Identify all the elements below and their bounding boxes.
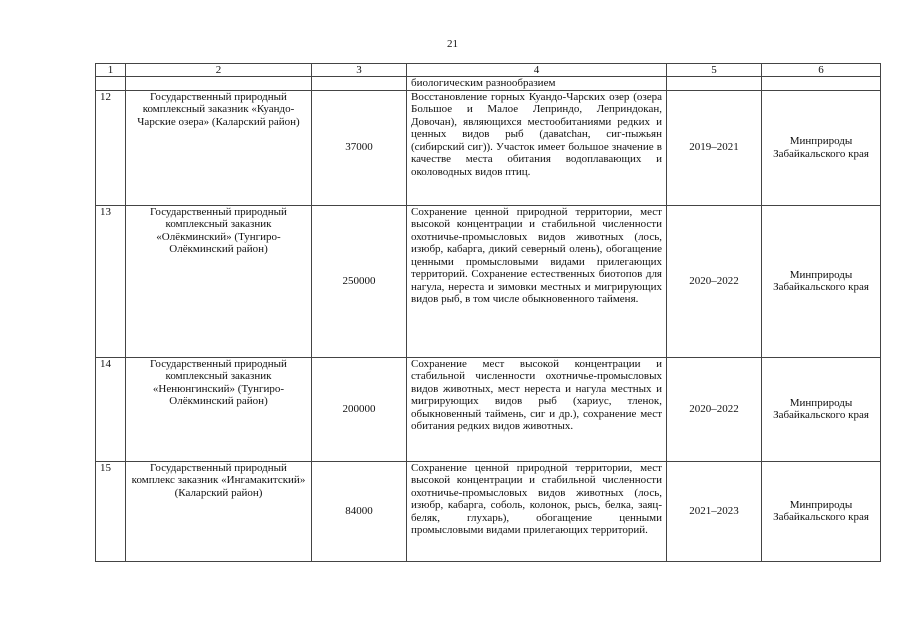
responsible-authority: Минприроды Забайкальского края (762, 357, 881, 461)
reserve-name: Государственный природный комплексный заказник «Ненюнгинский» (Тунгиро-Олёкминский район) (126, 357, 312, 461)
responsible-authority: Минприроды Забайкальского края (762, 205, 881, 357)
reserve-name: Государственный природный комплексный заказник «Куандо-Чарские озера» (Каларский район) (126, 90, 312, 205)
period-value: 2021–2023 (667, 461, 762, 561)
table-row (96, 357, 881, 461)
page-number: 21 (447, 38, 458, 50)
row-number: 13 (96, 205, 126, 357)
period-value: 2019–2021 (667, 90, 762, 205)
table-row (96, 90, 881, 205)
column-header: 6 (762, 64, 881, 77)
table-row (96, 461, 881, 561)
column-header: 2 (126, 64, 312, 77)
area-value: 37000 (312, 90, 407, 205)
column-header: 1 (96, 64, 126, 77)
period-value: 2020–2022 (667, 357, 762, 461)
column-header: 3 (312, 64, 407, 77)
responsible-authority: Минприроды Забайкальского края (762, 461, 881, 561)
row-number: 14 (96, 357, 126, 461)
area-value: 200000 (312, 357, 407, 461)
reserve-name: Государственный природный комплекс заказник «Ингамакитский» (Каларский район) (126, 461, 312, 561)
area-value: 84000 (312, 461, 407, 561)
period-value: 2020–2022 (667, 205, 762, 357)
table-row (96, 205, 881, 357)
column-header: 5 (667, 64, 762, 77)
row-number: 15 (96, 461, 126, 561)
column-header: 4 (407, 64, 667, 77)
responsible-authority: Минприроды Забайкальского края (762, 90, 881, 205)
reserve-description: Сохранение ценной природной территории, мест высокой концентрации и стабильной численности охотничье-промысловых видов животных (лось, изюбр, кабарга, соболь, колонок, рысь, белка, заяц-беляк, глухарь), обогащение ценными промысловыми видами прилегающих территорий. (407, 461, 667, 561)
header-row (96, 64, 881, 77)
continuation-row (96, 77, 881, 91)
reserve-name: Государственный природный комплексный заказник «Олёкминский» (Тунгиро-Олёкминский район) (126, 205, 312, 357)
reserve-description: Сохранение мест высокой концентрации и стабильной численности охотничье-промысловых видов животных, мест нереста и нагула местных и мигрирующих видов рыб (хариус, тленок, обыкновенный таймень, сиг и др.), сохранение мест обитания редких видов животных. (407, 357, 667, 461)
reserve-description: Восстановление горных Куандо-Чарских озер (озера Большое и Малое Леприндо, Леприндокан, Довочан), являющихся местообитаниями редких и ценных видов рыб (давatchан, сиг-пыжьян (сибирский сиг)). Участок имеет большое значение в качестве места обитания водоплавающих и околоводных видов птиц. (407, 90, 667, 205)
area-value: 250000 (312, 205, 407, 357)
document-table (95, 63, 881, 562)
row-number: 12 (96, 90, 126, 205)
reserve-description: Сохранение ценной природной территории, мест высокой концентрации и стабильной численности охотничье-промысловых видов животных (лось, изюбр, кабарга, дикий северный олень), обогащение ценными промысловыми видами прилегающих территорий. Сохранение естественных биотопов для нагула, нереста и зимовки местных и мигрирующих видов рыб, в том числе обыкновенного тайменя. (407, 205, 667, 357)
continuation-text: биологическим разнообразием (407, 77, 667, 91)
